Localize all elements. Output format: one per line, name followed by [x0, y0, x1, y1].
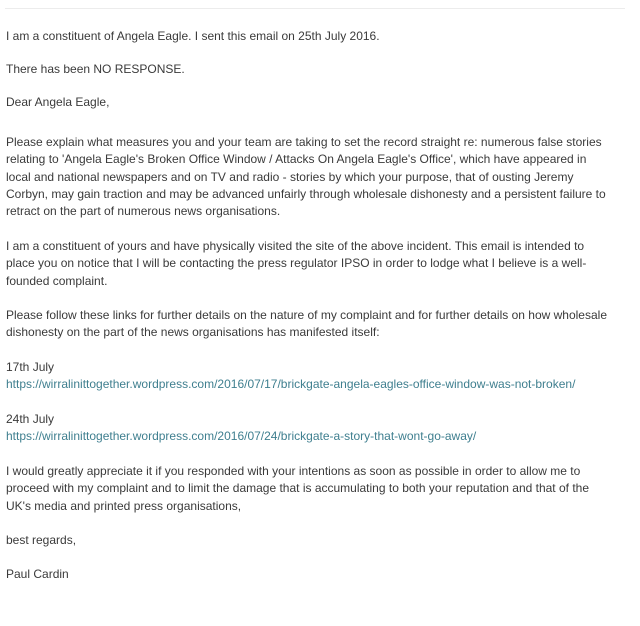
greeting: Dear Angela Eagle,	[6, 95, 110, 109]
text-line: dishonesty on the part of the news organisations has manifested itself:	[6, 325, 380, 340]
blog-link-17th[interactable]: https://wirralinittogether.wordpress.com/2016/07/17/brickgate-angela-eagles-office-window-was-not-broken/	[6, 377, 576, 392]
signoff: best regards,	[6, 533, 77, 547]
paragraph-measures	[6, 134, 606, 220]
signature: Paul Cardin	[6, 567, 69, 581]
no-response-line: There has been NO RESPONSE.	[6, 62, 185, 76]
link-date: 24th July	[6, 412, 55, 426]
link-date: 17th July	[6, 360, 55, 374]
text-line: founded complaint.	[6, 273, 108, 288]
intro-line: I am a constituent of Angela Eagle. I sent this email on 25th July 2016.	[6, 29, 380, 43]
paragraph-request	[6, 463, 589, 515]
top-divider	[5, 8, 625, 9]
paragraph-constituent	[6, 238, 586, 290]
text-line: retract on the part of numerous news organisations.	[6, 204, 281, 219]
text-line: place you on notice that I will be contacting the press regulator IPSO in order to lodge what I believe is a well-	[6, 256, 587, 271]
paragraph-links-intro	[6, 307, 607, 342]
text-line: UK's media and printed press organisations,	[6, 498, 242, 513]
text-line: local and national newspapers and on TV and radio - stories by which your purpose, that of ousting Jeremy	[6, 169, 574, 184]
text-line: proceed with my complaint and to limit the damage that is accumulating to both your reputation and that of the	[6, 481, 590, 496]
text-line: I would greatly appreciate it if you responded with your intentions as soon as possible in order to allow me to	[6, 464, 581, 478]
text-line: I am a constituent of yours and have physically visited the site of the above incident. This email is intended to	[6, 239, 585, 253]
blog-link-24th[interactable]: https://wirralinittogether.wordpress.com/2016/07/24/brickgate-a-story-that-wont-go-away/	[6, 429, 477, 444]
text-line: Corbyn, may gain traction and may be advanced unfairly through wholesale dishonesty and a persistent failure to	[6, 186, 606, 201]
text-line: relating to 'Angela Eagle's Broken Office Window / Attacks On Angela Eagle's Office', which have appeared in	[6, 152, 587, 167]
text-line: Please explain what measures you and your team are taking to set the record straight re: numerous false stories	[6, 135, 602, 149]
text-line: Please follow these links for further details on the nature of my complaint and for further details on how wholesale	[6, 308, 607, 322]
link-block-17th	[6, 359, 575, 394]
link-block-24th	[6, 411, 476, 446]
